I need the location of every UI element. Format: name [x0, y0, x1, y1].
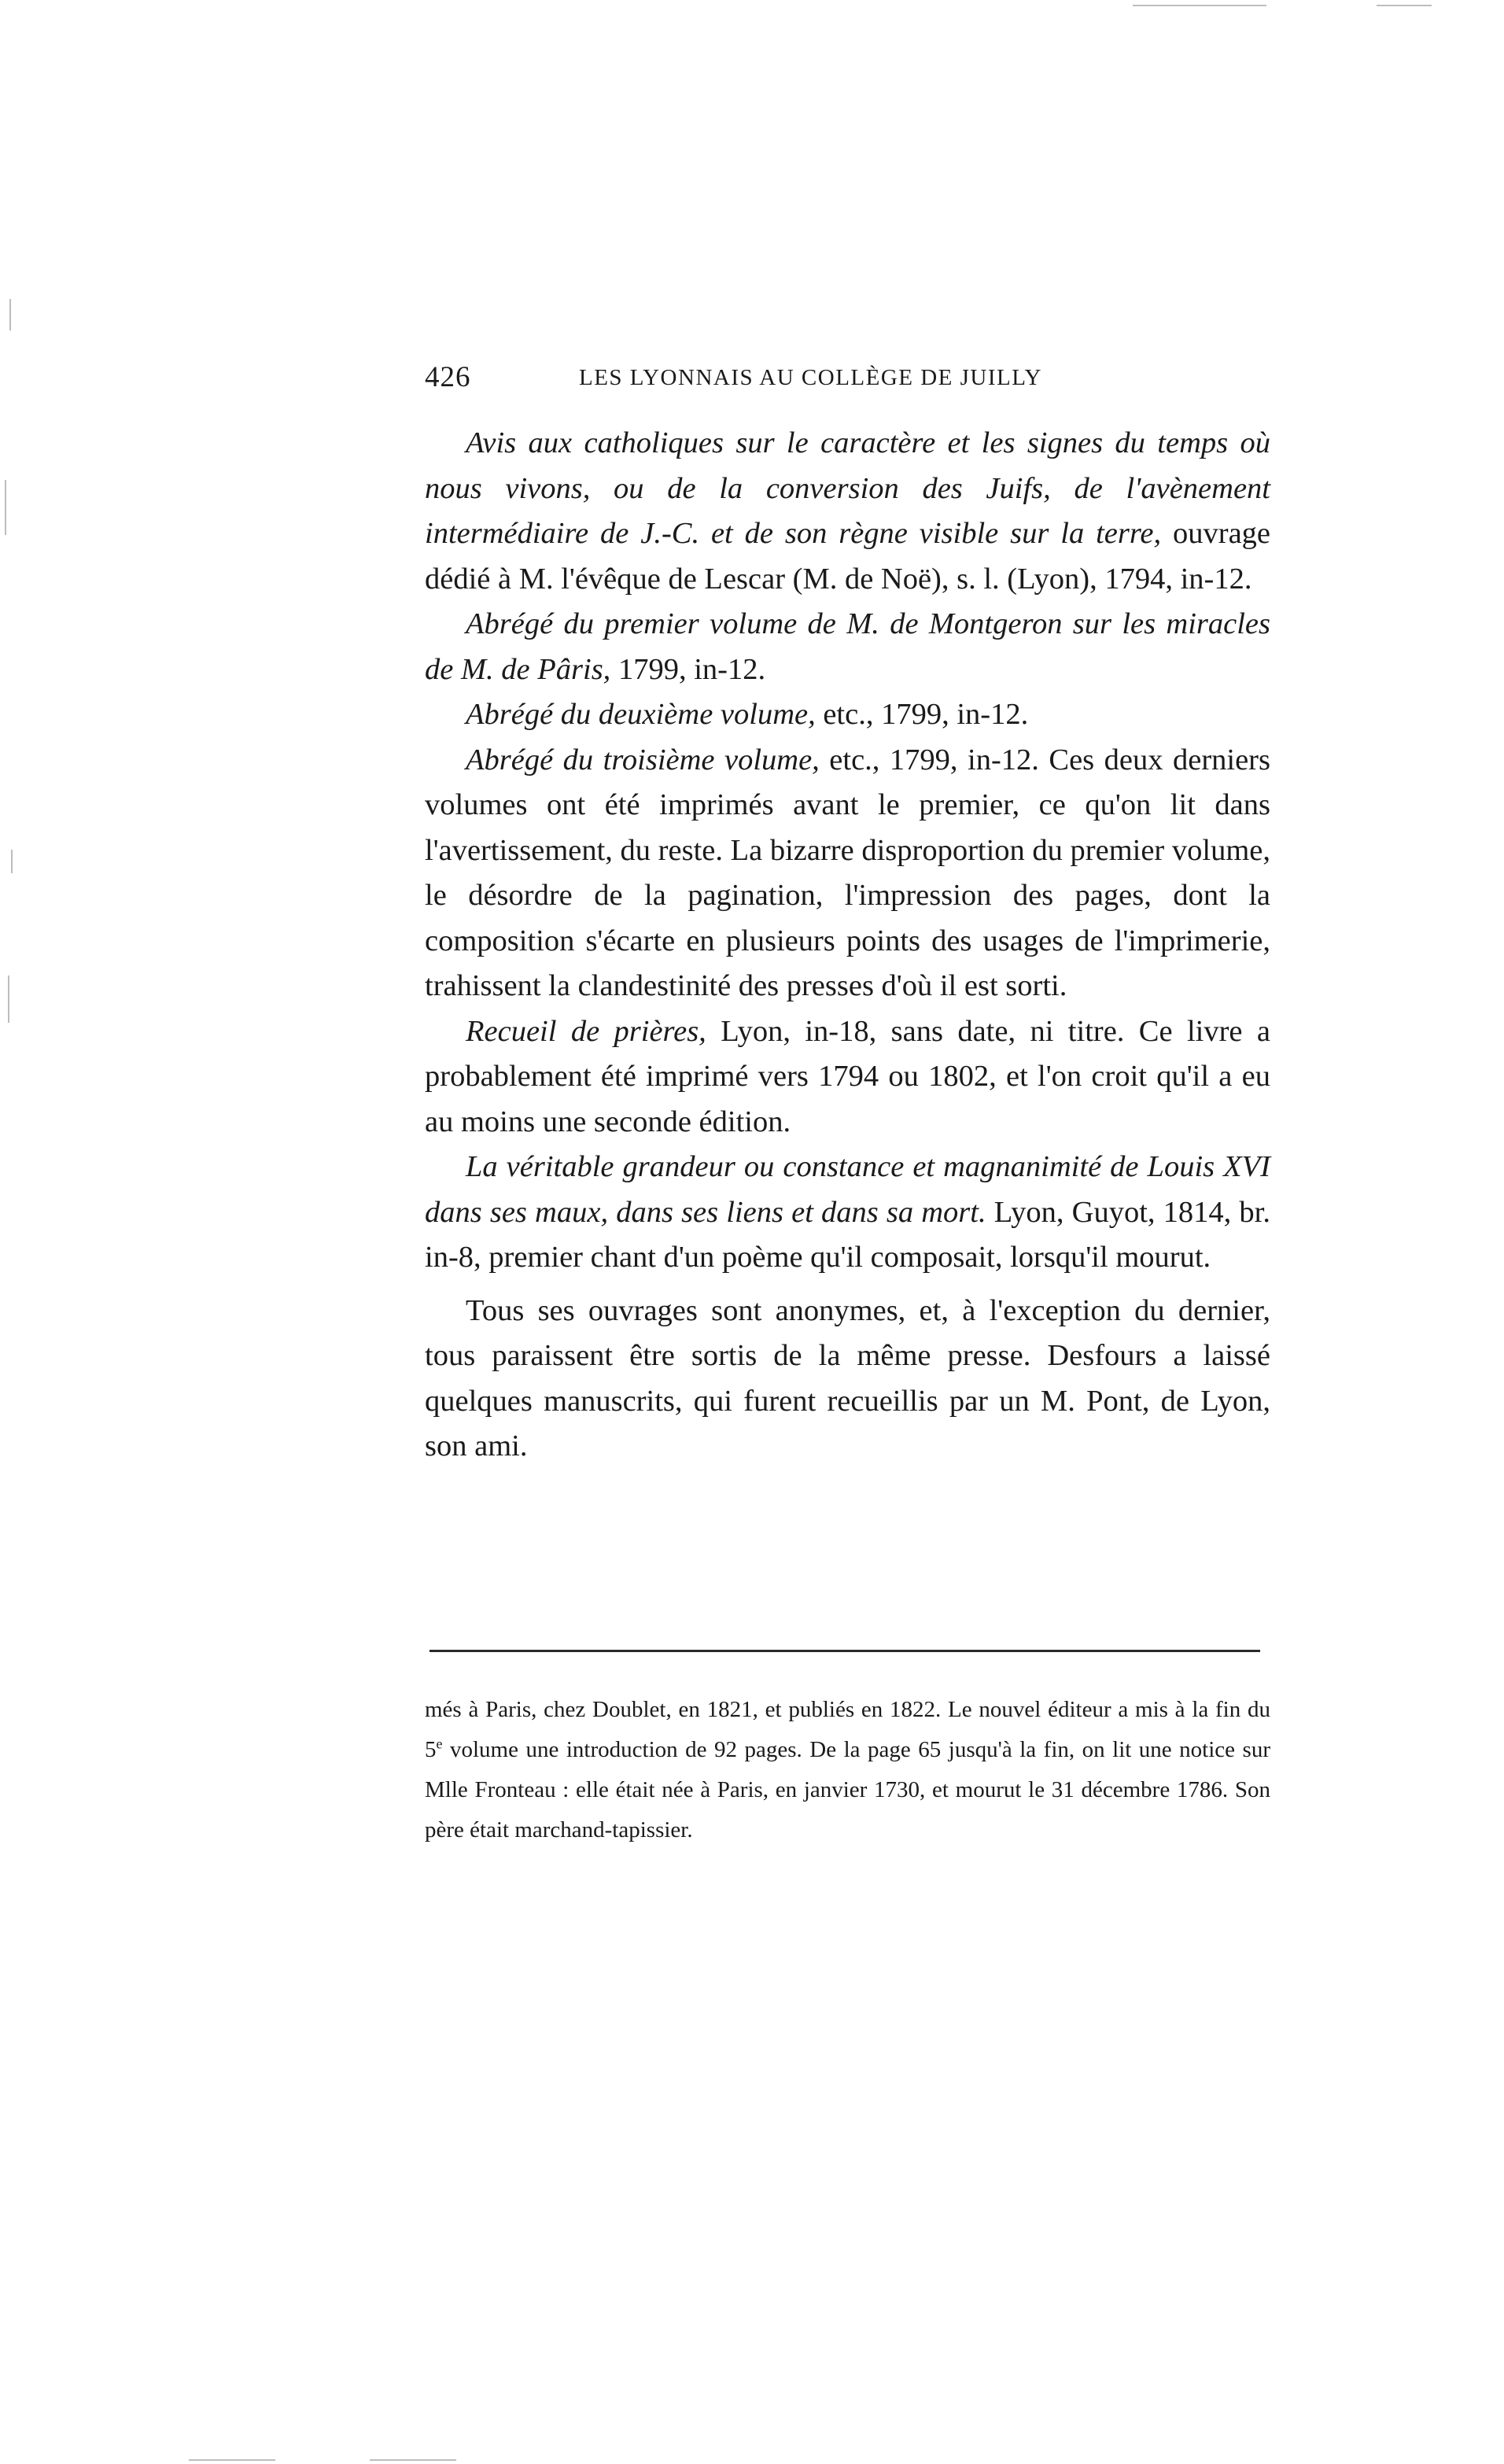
entry-details: 1799, in-12. — [610, 652, 766, 686]
scan-artifact — [1377, 5, 1432, 6]
entry-title: Abrégé du troisième volume, — [466, 743, 820, 776]
entry-details: etc., 1799, in-12. Ces deux derniers volumes ont été imprimés avant le premier, ce qu'on lit dans l'avertissement, du reste. La bizarre disproportion du premier volume, le désordre de la pagination, l'impression des pages, dont la composition s'écarte en plusieurs points des usages de l'imprimerie, trahissent la clandestinité des presses d'où il est sorti. — [425, 743, 1270, 1002]
footnote-text-start: més à Paris, chez Doublet, en 1821, et publiés en 1822. Le nouvel éditeur a mis à la fin du 5 — [425, 1697, 1270, 1762]
scan-artifact — [5, 480, 6, 535]
scan-artifact — [1133, 5, 1266, 6]
running-title: LES LYONNAIS AU COLLÈGE DE JUILLY — [579, 365, 1043, 390]
entry-title: Avis aux catholiques sur le caractère et les signes du temps où nous vivons, ou de la conversion des Juifs, de l'avènement intermédiaire de J.-C. et de son règne visible sur la terre, — [425, 426, 1270, 550]
scan-artifact — [11, 850, 13, 873]
entry-title: Abrégé du premier volume de M. de Montgeron sur les miracles de M. de Pâris, — [425, 607, 1270, 686]
entry-title: Abrégé du deuxième volume, — [466, 698, 816, 731]
scan-artifact — [9, 299, 11, 330]
footnote-rule — [429, 1650, 1260, 1652]
running-header — [425, 358, 1274, 397]
footnote-superscript: e — [436, 1735, 443, 1752]
page-number: 426 — [425, 361, 471, 393]
main-text — [425, 421, 1270, 1470]
closing-paragraph: Tous ses ouvrages sont anonymes, et, à l'exception du dernier, tous paraissent être sortis de la même presse. Desfours a laissé quelques manuscrits, qui furent recueillis par un M. Pont, de Lyon, son ami. — [425, 1293, 1270, 1463]
footnote — [425, 1690, 1270, 1850]
entry-details: ouvrage dédié à M. l'évêque de Lescar (M. de Noë), s. l. (Lyon), 1794, in-12. — [425, 517, 1271, 596]
entry-title: La véritable grandeur ou constance et magnanimité de Louis XVI dans ses maux, dans ses liens et dans sa mort. — [425, 1150, 1270, 1229]
entry-abrege-premier-volume — [425, 602, 1270, 692]
footnote-text-end: volume une introduction de 92 pages. De la page 65 jusqu'à la fin, on lit une notice sur Mlle Fronteau : elle était née à Paris, en janvier 1730, et mourut le 31 décembre 1786. Son père était marchand-tapissier. — [425, 1737, 1270, 1842]
entry-abrege-troisieme-volume — [425, 738, 1270, 1009]
scan-artifact — [370, 2459, 456, 2461]
entry-avis-aux-catholiques — [425, 421, 1270, 602]
entry-title: Recueil de prières, — [466, 1014, 706, 1048]
entry-abrege-deuxieme-volume — [425, 692, 1270, 738]
scan-artifact — [189, 2459, 275, 2461]
entry-details: Lyon, in-18, sans date, ni titre. Ce livre a probablement été imprimé vers 1794 ou 1802, et l'on croit qu'il a eu au moins une seconde édition. — [425, 1014, 1270, 1138]
entry-veritable-grandeur — [425, 1145, 1270, 1281]
entry-details: Lyon, Guyot, 1814, br. in-8, premier chant d'un poème qu'il composait, lorsqu'il mourut. — [425, 1195, 1270, 1274]
scan-artifact — [8, 976, 9, 1023]
entry-details: etc., 1799, in-12. — [815, 698, 1029, 731]
entry-recueil-de-prieres — [425, 1009, 1270, 1145]
